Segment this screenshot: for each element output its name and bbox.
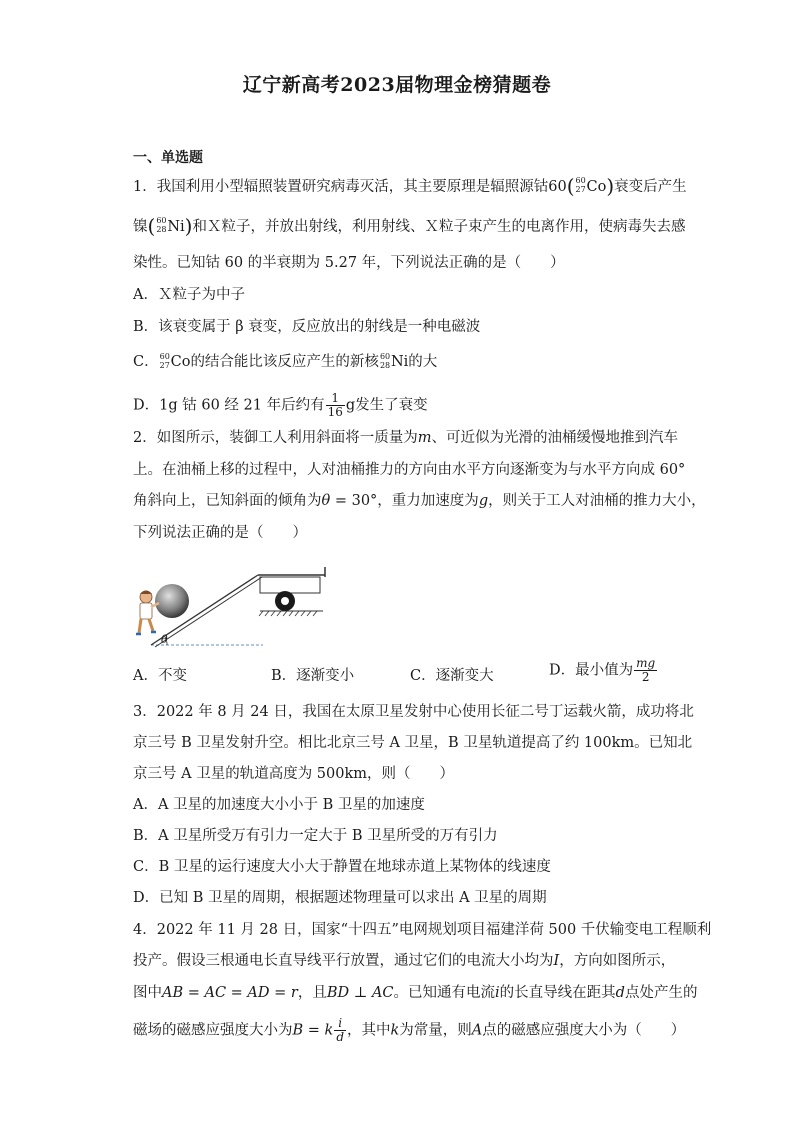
barrel — [155, 584, 189, 618]
q2-option-c: C．逐渐变大 — [410, 668, 494, 684]
q1-option-a: A．Ｘ粒子为中子 — [133, 287, 245, 303]
q4-line2: 投产。假设三根通电长直导线平行放置，通过它们的电流大小均为I，方向如图所示， — [133, 953, 676, 969]
q3-line2: 京三号 B 卫星发射升空。相比北京三号 A 卫星，B 卫星轨道提高了约 100km。已知北 — [133, 735, 693, 751]
q3-option-b: B．A 卫星所受万有引力一定大于 B 卫星所受的万有引力 — [133, 828, 498, 844]
fraction: $\frac{i}{d}$ — [336, 1016, 344, 1044]
q4-line4: 磁场的磁感应强度大小为B = k $\frac{i}{d}$ ，其中k为常量，则A点的磁感应强度大小为（ ） — [133, 1016, 686, 1044]
q2-line1: 2．如图所示，装御工人利用斜面将一质量为m、可近似为光滑的油桶缓慢地推到汽车 — [133, 430, 678, 446]
wheel-hub — [281, 597, 289, 605]
q1-line2: 镍( 60 28 Ni)和Ｘ粒子，并放出射线，利用射线、Ｘ粒子束产生的电离作用，使病毒失去感 — [133, 214, 686, 238]
q2-line4: 下列说法正确的是（ ） — [133, 525, 307, 541]
paren-open: ( — [566, 174, 575, 198]
ground-hatch — [259, 611, 317, 616]
slope-truck-figure — [133, 567, 333, 653]
q2-option-b: B．逐渐变小 — [271, 668, 355, 684]
q1-option-b: B．该衰变属于 β 衰变，反应放出的射线是一种电磁波 — [133, 319, 481, 335]
q1-option-d: D．1g 钴 60 经 21 年后约有 $\frac{1}{16}$ g发生了衰变 — [133, 391, 428, 419]
q1-text: 衰变后产生 — [614, 179, 687, 195]
section-heading: 一、单选题 — [133, 150, 203, 166]
fraction: $\frac{1}{16}$ — [327, 391, 343, 419]
page-title: 辽宁新高考2023届物理金榜猜题卷 — [242, 74, 552, 96]
isotope-co: 60 27 — [159, 352, 170, 370]
q3-option-a: A．A 卫星的加速度大小小于 B 卫星的加速度 — [133, 797, 425, 813]
element-symbol: Co — [586, 179, 607, 195]
q3-option-c: C．B 卫星的运行速度大小大于静置在地球赤道上某物体的线速度 — [133, 859, 551, 875]
q3-line3: 京三号 A 卫星的轨道高度为 500km，则（ ） — [133, 766, 455, 782]
q1-cobalt-number: 60 — [548, 179, 567, 195]
q2-option-a: A．不变 — [133, 668, 187, 684]
q2-line2: 上。在油桶上移的过程中，人对油桶推力的方向由水平方向逐渐变为与水平方向成 60° — [133, 462, 686, 478]
truck-body — [260, 577, 320, 593]
q2-line3: 角斜向上，已知斜面的倾角为θ = 30°，重力加速度为g，则关于工人对油桶的推力大小， — [133, 493, 706, 509]
paren-close: ) — [606, 174, 615, 198]
isotope-ni: 60 28 — [379, 352, 391, 370]
q3-option-d: D．已知 B 卫星的周期，根据题述物理量可以求出 A 卫星的周期 — [133, 890, 547, 906]
q1-line3: 染性。已知钴 60 的半衰期为 5.27 年，下列说法正确的是（ ） — [133, 255, 565, 271]
isotope-ni: 60 28 — [156, 216, 167, 234]
isotope-co: 60 27 — [575, 176, 586, 194]
q1-option-c: C． 60 27 Co的结合能比该反应产生的新核 60 28 Ni的大 — [133, 352, 438, 370]
q2-option-d: D．最小值为 $\frac{mg}{2}$ — [549, 656, 656, 684]
fraction: $\frac{mg}{2}$ — [636, 656, 656, 684]
theta-label: θ — [161, 633, 168, 646]
q4-line1: 4．2022 年 11 月 28 日，国家“十四五”电网规划项目福建洋荷 500 千伏输变电工程顺利 — [133, 922, 712, 938]
q1-line1 — [133, 176, 687, 197]
q1-text: 1．我国利用小型辐照装置研究病毒灭活，其主要原理是辐照源钴 — [133, 179, 549, 195]
q4-line3: 图中AB = AC = AD = r，且BD ⊥ AC。已知通有电流i的长直导线在距其d点处产生的 — [133, 985, 698, 1001]
q3-line1: 3．2022 年 8 月 24 日，我国在太原卫星发射中心使用长征二号丁运载火箭，成功将北 — [133, 704, 694, 720]
